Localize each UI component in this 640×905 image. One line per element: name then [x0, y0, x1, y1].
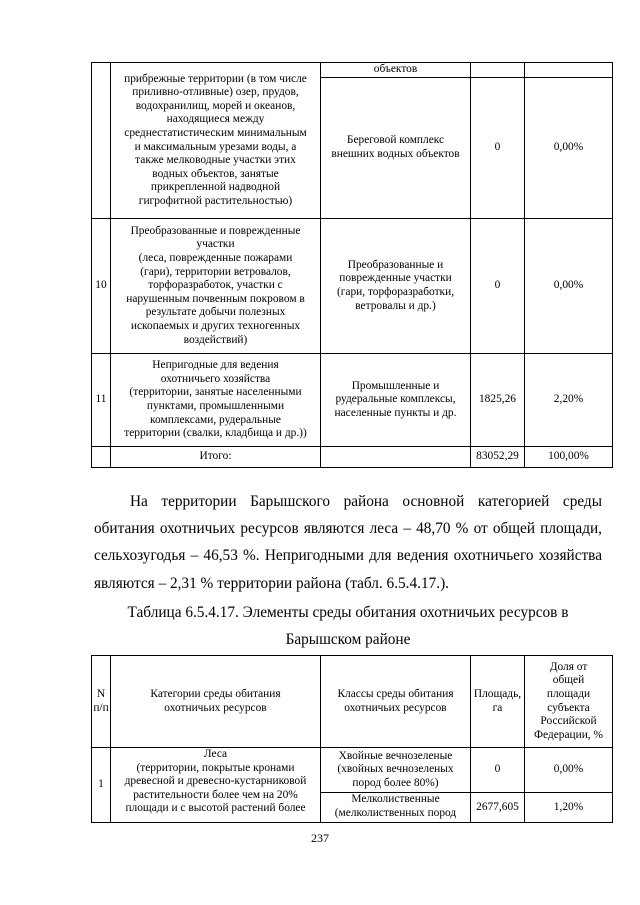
header-row	[92, 656, 613, 748]
class-cell: Преобразованные и поврежденные участки (гари, торфоразработки, ветровалы и др.)	[321, 219, 471, 354]
row-number: 1	[92, 748, 111, 823]
empty-cell	[471, 63, 525, 78]
share-cell: 1,20%	[525, 793, 613, 823]
class-cell-continued: объектов	[321, 63, 471, 78]
category-cell: прибрежные территории (в том числе приливно-отливные) озер, прудов, водохранилищ, морей и океанов, находящиеся между среднестатистическим минимальным и максимальным урезами воды, а также мелководные участки этих водных объектов, занятые прикрепленной надводной гигрофитной растительностью)	[111, 63, 321, 219]
area-cell: 0	[471, 78, 525, 219]
total-row	[92, 447, 613, 468]
share-cell: 2,20%	[525, 354, 613, 447]
category-cell: Леса (территории, покрытые кронами древесной и древесно-кустарниковой растительности более чем на 20% площади и с высотой растений более	[111, 748, 321, 823]
row-number: 10	[92, 219, 111, 354]
body-paragraph: На территории Барышского района основной категорией среды обитания охотничьих ресурсов являются леса – 48,70 % от общей площади, сельхозугодья – 46,53 %. Непригодными для ведения охотничьего хозяйства являются – 2,31 % территории района (табл. 6.5.4.17.).	[94, 493, 602, 592]
table-row	[92, 219, 613, 354]
class-cell: Промышленные и рудеральные комплексы, населенные пункты и др.	[321, 354, 471, 447]
share-cell: 0,00%	[525, 748, 613, 793]
empty-cell	[525, 63, 613, 78]
class-cell: Береговой комплекс внешних водных объектов	[321, 78, 471, 219]
table-row	[92, 63, 613, 78]
header-class: Классы среды обитания охотничьих ресурсов	[321, 656, 471, 748]
header-num: N п/п	[92, 656, 111, 748]
total-area: 83052,29	[471, 447, 525, 468]
table-caption: Таблица 6.5.4.17. Элементы среды обитания охотничьих ресурсов в Барышском районе	[127, 604, 569, 649]
empty-cell	[92, 447, 111, 468]
header-share: Доля от общей площади субъекта Российской Федерации, %	[525, 656, 613, 748]
row-number	[92, 63, 111, 219]
class-cell: Хвойные вечнозеленые (хвойных вечнозеленых пород более 80%)	[321, 748, 471, 793]
share-cell: 0,00%	[525, 78, 613, 219]
habitat-elements-table	[91, 655, 613, 823]
table-row	[92, 354, 613, 447]
area-cell: 0	[471, 748, 525, 793]
continued-table	[91, 62, 613, 468]
share-cell: 0,00%	[525, 219, 613, 354]
total-share: 100,00%	[525, 447, 613, 468]
area-cell: 1825,26	[471, 354, 525, 447]
category-cell: Непригодные для ведения охотничьего хозяйства (территории, занятые населенными пунктами, промышленными комплексами, рудеральные территории (свалки, кладбища и др.))	[111, 354, 321, 447]
area-cell: 2677,605	[471, 793, 525, 823]
category-cell: Преобразованные и поврежденные участки (леса, поврежденные пожарами (гари), территории ветровалов, торфоразработок, участки с нарушенным почвенным покровом в результате добычи полезных ископаемых и других техногенных воздействий)	[111, 219, 321, 354]
page-number: 237	[311, 831, 329, 845]
area-cell: 0	[471, 219, 525, 354]
row-number: 11	[92, 354, 111, 447]
header-category: Категории среды обитания охотничьих ресурсов	[111, 656, 321, 748]
header-area: Площадь, га	[471, 656, 525, 748]
total-label: Итого:	[111, 447, 321, 468]
empty-cell	[321, 447, 471, 468]
table-row	[92, 748, 613, 793]
class-cell: Мелколиственные (мелколиственных пород	[321, 793, 471, 823]
